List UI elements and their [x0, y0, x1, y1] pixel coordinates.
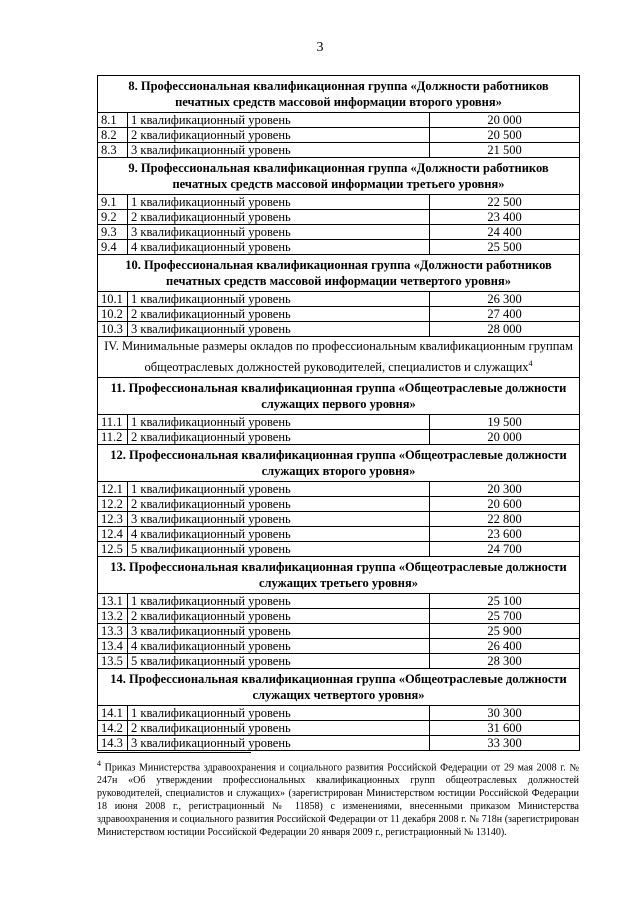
row-number: 11.1 [98, 415, 128, 430]
table-row [98, 143, 580, 158]
table-row [98, 542, 580, 557]
salary-value: 20 500 [430, 128, 580, 143]
qualification-level: 4 квалификационный уровень [128, 527, 430, 542]
salary-value: 22 800 [430, 512, 580, 527]
table-row [98, 654, 580, 669]
table-row [98, 292, 580, 307]
group-header-row [98, 378, 580, 415]
table-row [98, 639, 580, 654]
salary-value: 22 500 [430, 195, 580, 210]
salary-value: 19 500 [430, 415, 580, 430]
salary-table [97, 75, 580, 751]
row-number: 12.3 [98, 512, 128, 527]
row-number: 8.3 [98, 143, 128, 158]
table-row [98, 128, 580, 143]
row-number: 12.2 [98, 497, 128, 512]
footnote-divider [97, 752, 251, 753]
salary-value: 20 000 [430, 430, 580, 445]
salary-value: 28 300 [430, 654, 580, 669]
row-number: 9.2 [98, 210, 128, 225]
group-title: 13. Профессиональная квалификационная группа «Общеотраслевые должности служащих третьего уровня» [98, 557, 580, 594]
salary-value: 30 300 [430, 706, 580, 721]
group-header-row [98, 445, 580, 482]
row-number: 10.1 [98, 292, 128, 307]
table-row [98, 113, 580, 128]
qualification-level: 3 квалификационный уровень [128, 512, 430, 527]
qualification-level: 2 квалификационный уровень [128, 430, 430, 445]
qualification-level: 2 квалификационный уровень [128, 609, 430, 624]
salary-value: 25 500 [430, 240, 580, 255]
group-title: 10. Профессиональная квалификационная группа «Должности работников печатных средств массовой информации четвертого уровня» [98, 255, 580, 292]
row-number: 13.5 [98, 654, 128, 669]
table-row [98, 415, 580, 430]
section-title-text: IV. Минимальные размеры окладов по профессиональным квалификационным группам общеотраслевых должностей руководителей, специалистов и служащих [104, 339, 573, 375]
row-number: 14.3 [98, 736, 128, 751]
group-title: 11. Профессиональная квалификационная группа «Общеотраслевые должности служащих первого уровня» [98, 378, 580, 415]
qualification-level: 2 квалификационный уровень [128, 210, 430, 225]
row-number: 9.4 [98, 240, 128, 255]
table-row [98, 527, 580, 542]
table-row [98, 430, 580, 445]
page-number: 3 [316, 40, 324, 55]
row-number: 14.1 [98, 706, 128, 721]
row-number: 9.3 [98, 225, 128, 240]
qualification-level: 1 квалификационный уровень [128, 113, 430, 128]
table-row [98, 210, 580, 225]
table-row [98, 497, 580, 512]
qualification-level: 3 квалификационный уровень [128, 225, 430, 240]
group-header-row [98, 76, 580, 113]
row-number: 13.2 [98, 609, 128, 624]
qualification-level: 3 квалификационный уровень [128, 143, 430, 158]
table-row [98, 624, 580, 639]
group-title: 8. Профессиональная квалификационная группа «Должности работников печатных средств массовой информации второго уровня» [98, 76, 580, 113]
footnote [97, 757, 579, 839]
row-number: 12.5 [98, 542, 128, 557]
salary-value: 25 900 [430, 624, 580, 639]
group-title: 12. Профессиональная квалификационная группа «Общеотраслевые должности служащих второго уровня» [98, 445, 580, 482]
salary-value: 26 300 [430, 292, 580, 307]
salary-value: 33 300 [430, 736, 580, 751]
table-row [98, 322, 580, 337]
qualification-level: 2 квалификационный уровень [128, 128, 430, 143]
row-number: 11.2 [98, 430, 128, 445]
qualification-level: 1 квалификационный уровень [128, 482, 430, 497]
row-number: 13.1 [98, 594, 128, 609]
row-number: 13.3 [98, 624, 128, 639]
qualification-level: 5 квалификационный уровень [128, 654, 430, 669]
salary-value: 27 400 [430, 307, 580, 322]
table-row [98, 240, 580, 255]
salary-value: 25 100 [430, 594, 580, 609]
salary-value: 24 700 [430, 542, 580, 557]
row-number: 8.2 [98, 128, 128, 143]
group-header-row [98, 158, 580, 195]
row-number: 12.4 [98, 527, 128, 542]
group-title: 9. Профессиональная квалификационная группа «Должности работников печатных средств массовой информации третьего уровня» [98, 158, 580, 195]
table-row [98, 594, 580, 609]
salary-value: 23 400 [430, 210, 580, 225]
group-header-row [98, 557, 580, 594]
qualification-level: 1 квалификационный уровень [128, 594, 430, 609]
qualification-level: 4 квалификационный уровень [128, 240, 430, 255]
section-header-row [98, 337, 580, 378]
row-number: 12.1 [98, 482, 128, 497]
salary-value: 24 400 [430, 225, 580, 240]
footnote-text: Приказ Министерства здравоохранения и социального развития Российской Федерации от 29 мая 2008 г. № 247н «Об утверждении профессиональных квалификационных групп общеотраслевых должностей руководителей, специалистов и служащих» (зарегистрирован Министерством юстиции Российской Федерации 18 июня 2008 г., регистрационный № 11858) с изменениями, внесенными приказом Министерства здравоохранения и социального развития Российской Федерации от 11 декабря 2008 г. № 718н (зарегистрирован Министерством юстиции Российской Федерации 20 января 2009 г., регистрационный № 13140). [97, 762, 579, 839]
salary-value: 25 700 [430, 609, 580, 624]
row-number: 13.4 [98, 639, 128, 654]
table-row [98, 307, 580, 322]
qualification-level: 1 квалификационный уровень [128, 292, 430, 307]
qualification-level: 5 квалификационный уровень [128, 542, 430, 557]
salary-value: 31 600 [430, 721, 580, 736]
row-number: 10.3 [98, 322, 128, 337]
qualification-level: 1 квалификационный уровень [128, 195, 430, 210]
row-number: 8.1 [98, 113, 128, 128]
salary-value: 21 500 [430, 143, 580, 158]
table-row [98, 721, 580, 736]
row-number: 14.2 [98, 721, 128, 736]
qualification-level: 2 квалификационный уровень [128, 721, 430, 736]
salary-value: 23 600 [430, 527, 580, 542]
footnote-number: 4 [97, 759, 101, 768]
salary-value: 26 400 [430, 639, 580, 654]
table-row [98, 195, 580, 210]
qualification-level: 2 квалификационный уровень [128, 307, 430, 322]
table-row [98, 609, 580, 624]
table-row [98, 512, 580, 527]
qualification-level: 3 квалификационный уровень [128, 624, 430, 639]
qualification-level: 3 квалификационный уровень [128, 736, 430, 751]
table-row [98, 706, 580, 721]
footnote-marker: 4 [528, 359, 533, 368]
salary-value: 20 300 [430, 482, 580, 497]
salary-value: 28 000 [430, 322, 580, 337]
table-row [98, 736, 580, 751]
salary-value: 20 000 [430, 113, 580, 128]
group-title: 14. Профессиональная квалификационная группа «Общеотраслевые должности служащих четвертого уровня» [98, 669, 580, 706]
qualification-level: 1 квалификационный уровень [128, 415, 430, 430]
row-number: 10.2 [98, 307, 128, 322]
table-row [98, 482, 580, 497]
qualification-level: 2 квалификационный уровень [128, 497, 430, 512]
group-header-row [98, 669, 580, 706]
row-number: 9.1 [98, 195, 128, 210]
table-row [98, 225, 580, 240]
qualification-level: 1 квалификационный уровень [128, 706, 430, 721]
qualification-level: 4 квалификационный уровень [128, 639, 430, 654]
section-title [98, 337, 580, 378]
salary-value: 20 600 [430, 497, 580, 512]
qualification-level: 3 квалификационный уровень [128, 322, 430, 337]
group-header-row [98, 255, 580, 292]
